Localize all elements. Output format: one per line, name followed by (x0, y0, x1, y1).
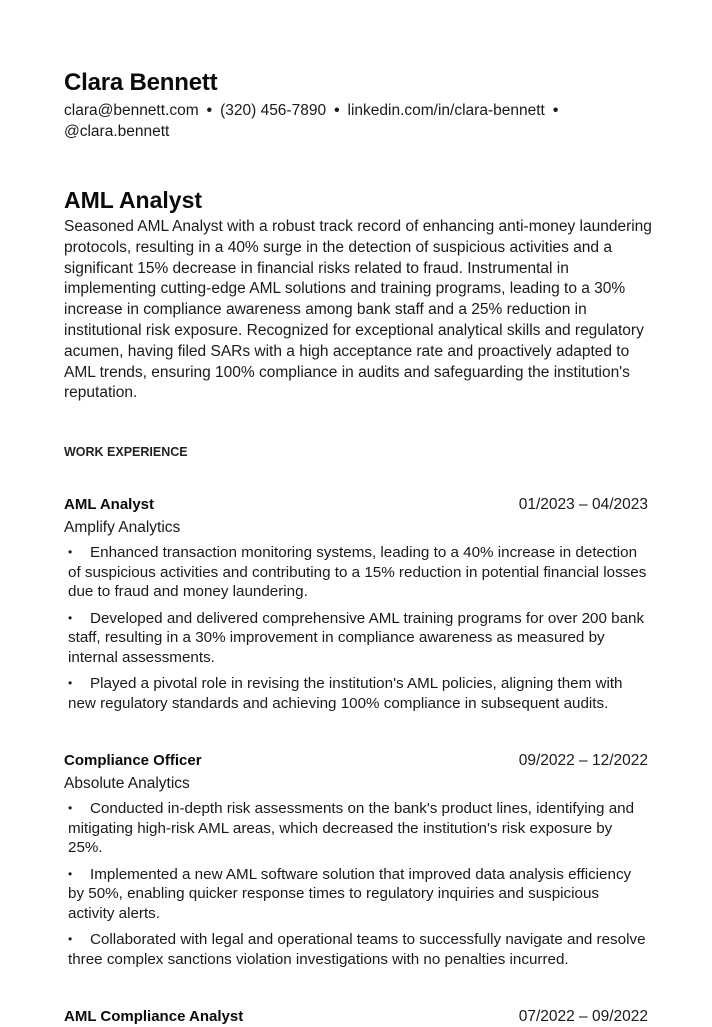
bullet-text: Implemented a new AML software solution that improved data analysis efficiency by 50%, enabling quicker response times to regulatory inquiries and suspicious activity alerts. (68, 865, 632, 922)
bullet-text: Enhanced transaction monitoring systems, leading to a 40% increase in detection of suspicious activities and contributing to a 15% reduction in potential financial losses due to fraud and money laundering. (68, 544, 647, 600)
job-dates: 09/2022 – 12/2022 (518, 752, 648, 769)
contact-phone[interactable]: (320) 456-7890 (220, 102, 327, 119)
bullet-item (68, 865, 648, 924)
bullet-icon: • (68, 610, 73, 625)
job-title: Compliance Officer (64, 752, 202, 769)
job-header (64, 1007, 648, 1027)
separator-dot: • (334, 102, 340, 119)
separator-dot: • (206, 102, 213, 119)
bullet-item (68, 543, 648, 602)
contact-handle[interactable]: @clara.bennett (64, 123, 170, 140)
bullet-icon: • (68, 932, 73, 946)
bullet-text: Conducted in-depth risk assessments on the bank's product lines, identifying and mitigating high-risk AML areas, which decreased the institution's risk exposure by 25%. (68, 800, 635, 856)
bullet-icon: • (68, 676, 73, 690)
contact-line (64, 100, 654, 142)
job-entry (64, 1007, 648, 1027)
job-bullets (64, 799, 648, 969)
candidate-name: Clara Bennett (64, 69, 218, 96)
bullet-item (68, 674, 648, 713)
bullet-text: Collaborated with legal and operational teams to successfully navigate and resolve three complex sanctions violation investigations with no penalties incurred. (68, 931, 646, 968)
contact-email[interactable]: clara@bennett.com (64, 102, 199, 119)
job-entry (64, 751, 648, 976)
job-header (64, 751, 648, 771)
company-name: Amplify Analytics (64, 519, 181, 536)
bullet-icon: • (68, 545, 73, 559)
company-name: Absolute Analytics (64, 775, 190, 792)
professional-title: AML Analyst (64, 187, 203, 213)
bullet-item (68, 930, 648, 969)
job-entry (64, 495, 648, 720)
bullet-text: Played a pivotal role in revising the institution's AML policies, aligning them with new regulatory standards and achieving 100% compliance in subsequent audits. (68, 675, 623, 712)
job-dates: 07/2022 – 09/2022 (518, 1008, 648, 1025)
bullet-item (68, 609, 648, 668)
contact-linkedin[interactable]: linkedin.com/in/clara-bennett (347, 102, 545, 119)
bullet-item (68, 799, 648, 858)
job-header (64, 495, 648, 515)
job-title: AML Compliance Analyst (64, 1008, 244, 1025)
job-title: AML Analyst (64, 496, 155, 513)
bullet-icon: • (68, 801, 73, 815)
separator-dot: • (552, 102, 559, 119)
bullet-text: Developed and delivered comprehensive AML training programs for over 200 bank staff, resulting in a 30% improvement in compliance awareness as measured by internal assessments. (68, 609, 645, 666)
job-bullets (64, 543, 648, 713)
profile-summary: Seasoned AML Analyst with a robust track record of enhancing anti-money laundering protocols, resulting in a 40% surge in the detection of suspicious activities and a significant 15% decrease in financial risks related to fraud. Instrumental in implementing cutting-edge AML solutions and training programs, leading to a 30% increase in compliance awareness among bank staff and a 25% reduction in institutional risk exposure. Recognized for exceptional analytical skills and regulatory acumen, having filed SARs with a high acceptance rate and proactively adapted to AML trends, ensuring 100% compliance in audits and safeguarding the institution's reputation. (64, 218, 652, 402)
bullet-icon: • (68, 866, 73, 881)
work-experience-heading: WORK EXPERIENCE (64, 445, 188, 459)
job-dates: 01/2023 – 04/2023 (518, 496, 648, 513)
